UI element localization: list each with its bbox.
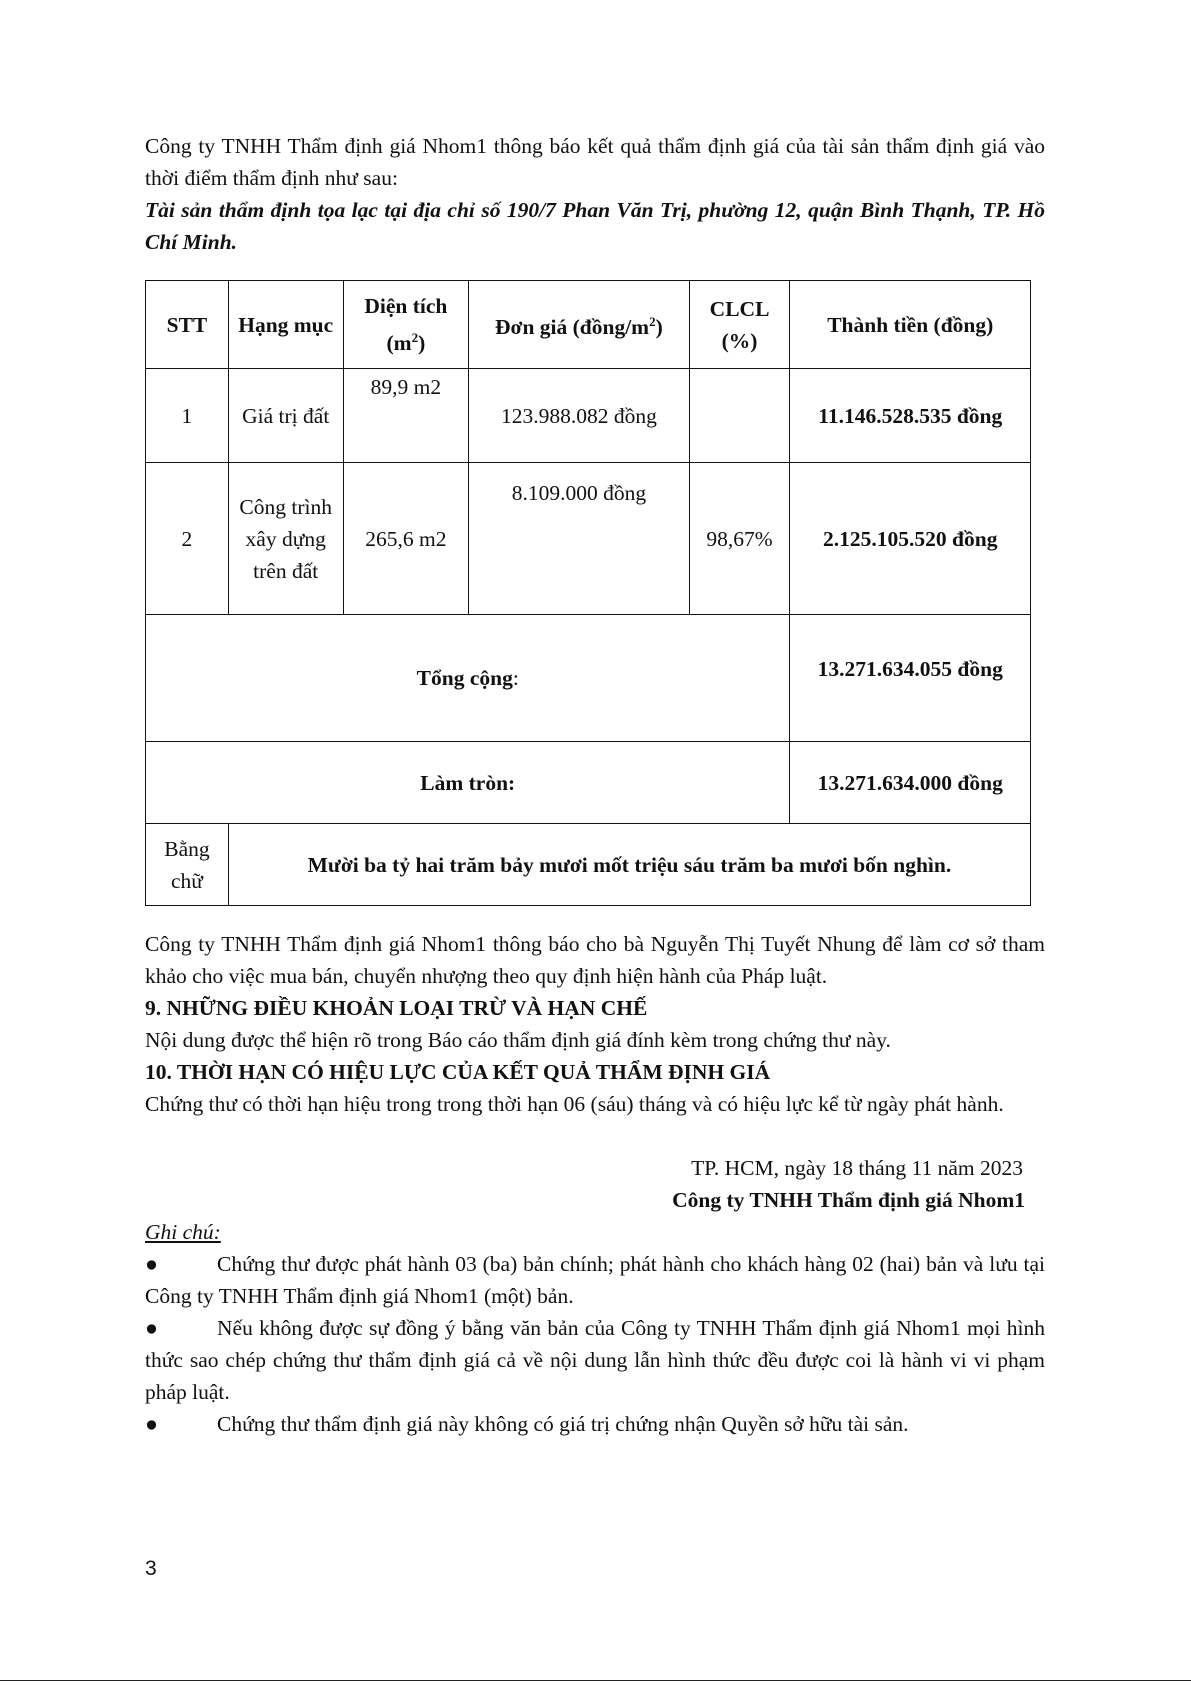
words-value: Mười ba tỷ hai trăm bảy mươi mốt triệu sáu trăm ba mươi bốn nghìn.: [228, 824, 1030, 906]
table-header-row: [146, 281, 1031, 369]
bullet-icon: ●: [145, 1252, 158, 1276]
section-10-body: Chứng thư có thời hạn hiệu trong trong thời hạn 06 (sáu) tháng và có hiệu lực kể từ ngày phát hành.: [145, 1092, 1004, 1116]
table-row: [146, 369, 1031, 463]
row2-item: Công trình xây dựng trên đất: [228, 463, 343, 615]
header-unit-price: Đơn giá $(đồng/m^2)$: [469, 281, 689, 369]
header-area: Diện tích $(m^2)$: [343, 281, 469, 369]
rounded-row: [146, 742, 1031, 824]
round-value: 13.271.634.000 đồng: [790, 742, 1031, 824]
bullet-icon: ●: [145, 1316, 158, 1340]
row1-item: Giá trị đất: [228, 369, 343, 463]
note-item: ● Chứng thư được phát hành 03 (ba) bản chính; phát hành cho khách hàng 02 (hai) bản và lưu tại Công ty TNHH Thẩm định giá Nhom1 (một) bản.: [145, 1248, 1045, 1312]
signature-date: TP. HCM, ngày 18 tháng 11 năm 2023: [691, 1156, 1023, 1180]
row1-area: 89,9 m2: [343, 369, 469, 463]
header-clcl: CLCL (%): [689, 281, 790, 369]
valuation-table: [145, 280, 1031, 906]
asset-location: Tài sản thẩm định tọa lạc tại địa chỉ số 190/7 Phan Văn Trị, phường 12, quận Bình Thạnh, TP. Hồ Chí Minh.: [145, 198, 1045, 254]
sum-label: Tổng cộng:: [146, 615, 790, 742]
row2-total: 2.125.105.520 đồng: [790, 463, 1031, 615]
bullet-icon: ●: [145, 1412, 158, 1436]
words-row: [146, 824, 1031, 906]
row2-price: 8.109.000 đồng: [469, 463, 689, 615]
round-label: Làm tròn:: [146, 742, 790, 824]
note-item: ● Nếu không được sự đồng ý bằng văn bản của Công ty TNHH Thẩm định giá Nhom1 mọi hình thức sao chép chứng thư thẩm định giá cả về nội dung lẫn hình thức đều được coi là hành vi vi phạm pháp luật.: [145, 1312, 1045, 1408]
words-label: Bằng chữ: [146, 824, 229, 906]
row2-area: 265,6 m2: [343, 463, 469, 615]
table-row: [146, 463, 1031, 615]
footer-divider: [0, 1680, 1191, 1681]
row2-stt: 2: [146, 463, 229, 615]
row1-clcl: [689, 369, 790, 463]
intro-text: Công ty TNHH Thẩm định giá Nhom1 thông báo kết quả thẩm định giá của tài sản thẩm định giá vào thời điểm thẩm định như sau:: [145, 134, 1045, 190]
row1-total: 11.146.528.535 đồng: [790, 369, 1031, 463]
notes-label: Ghi chú:: [145, 1220, 221, 1244]
signature-company: Công ty TNHH Thẩm định giá Nhom1: [672, 1188, 1025, 1212]
row1-price: 123.988.082 đồng: [469, 369, 689, 463]
page-number: 3: [145, 1557, 157, 1580]
header-total: Thành tiền (đồng): [790, 281, 1031, 369]
header-item: Hạng mục: [228, 281, 343, 369]
document-page: [145, 130, 1045, 1440]
row1-stt: 1: [146, 369, 229, 463]
row2-clcl: 98,67%: [689, 463, 790, 615]
note-item: ● Chứng thư thẩm định giá này không có giá trị chứng nhận Quyền sở hữu tài sản.: [145, 1408, 1045, 1440]
section-10-title: 10. THỜI HẠN CÓ HIỆU LỰC CỦA KẾT QUẢ THẨM ĐỊNH GIÁ: [145, 1060, 771, 1084]
notice-text: Công ty TNHH Thẩm định giá Nhom1 thông báo cho bà Nguyễn Thị Tuyết Nhung để làm cơ sở tham khảo cho việc mua bán, chuyển nhượng theo quy định hiện hành của Pháp luật.: [145, 932, 1045, 988]
section-9-body: Nội dung được thể hiện rõ trong Báo cáo thẩm định giá đính kèm trong chứng thư này.: [145, 1028, 891, 1052]
header-stt: STT: [146, 281, 229, 369]
sum-value: 13.271.634.055 đồng: [790, 615, 1031, 742]
sum-row: [146, 615, 1031, 742]
section-9-title: 9. NHỮNG ĐIỀU KHOẢN LOẠI TRỪ VÀ HẠN CHẾ: [145, 996, 648, 1020]
